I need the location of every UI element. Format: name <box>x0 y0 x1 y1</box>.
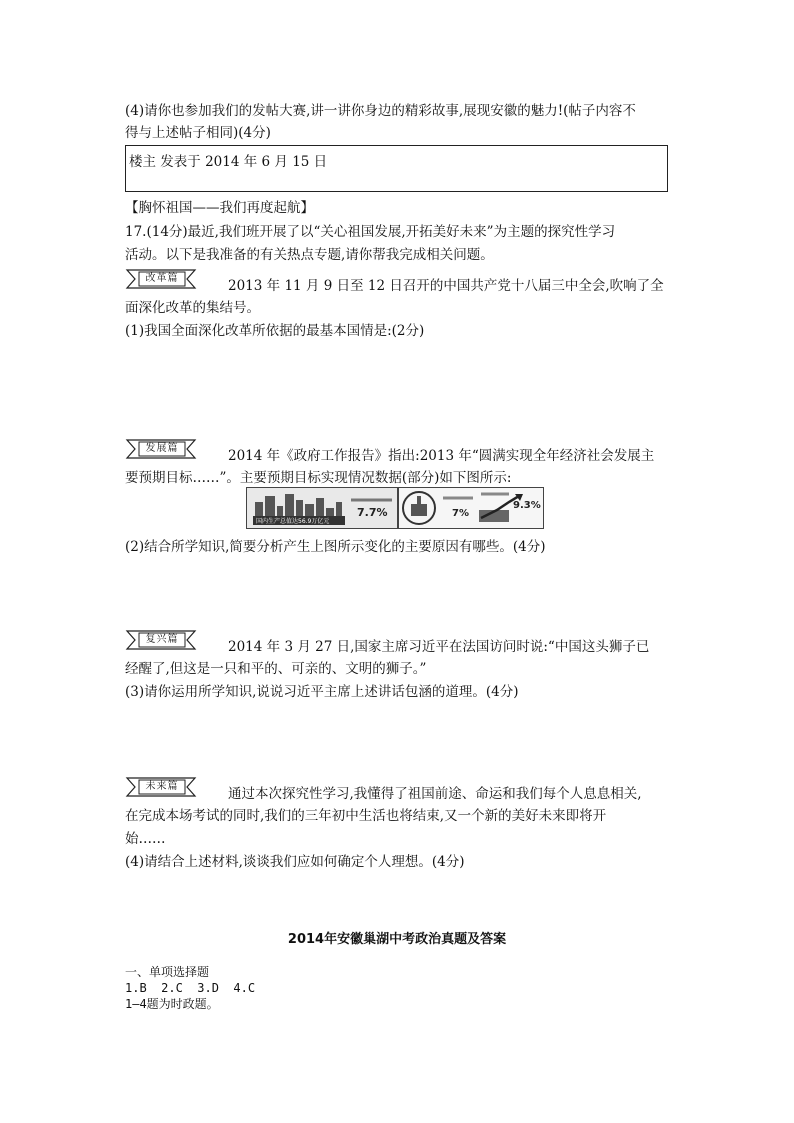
infographic-gdp-text: 国内生产总值达56.9万亿元 <box>256 518 330 525</box>
reform-question: (1)我国全面深化改革所依据的最基本国情是:(2分) <box>125 323 425 339</box>
revival-question: (3)请你运用所学知识,说说习近平主席上述讲话包涵的道理。(4分) <box>125 684 519 700</box>
answers-row1: 1.B 2.C 3.D 4.C <box>125 981 256 995</box>
ribbon-revival <box>125 629 197 651</box>
section-title: 【胸怀祖国——我们再度起航】 <box>125 200 314 216</box>
development-line1: 2014 年《政府工作报告》指出:2013 年“圆满实现全年经济社会发展主 <box>228 448 655 464</box>
answers-heading: 一、单项选择题 <box>125 965 210 979</box>
answers-title: 2014年安徽巢湖中考政治真题及答案 <box>287 932 507 947</box>
revival-line1: 2014 年 3 月 27 日,国家主席习近平在法国访问时说:“中国这头狮子已 <box>228 639 650 655</box>
ribbon-development-label: 发展篇 <box>145 443 179 454</box>
post-header: 楼主 发表于 2014 年 6 月 15 日 <box>129 154 328 170</box>
ribbon-development <box>125 438 197 460</box>
answers-note: 1—4题为时政题。 <box>125 997 219 1011</box>
development-line2: 要预期目标……”。主要预期目标实现情况数据(部分)如下图所示: <box>125 470 512 486</box>
q16-4-line1: (4)请你也参加我们的发帖大赛,讲一讲你身边的精彩故事,展现安徽的魅力!(帖子内容不 <box>125 103 636 119</box>
ribbon-reform <box>125 268 197 290</box>
q16-4-line2: 得与上述帖子相同)(4分) <box>125 125 271 141</box>
post-box <box>125 145 668 192</box>
ribbon-reform-label: 改革篇 <box>145 273 179 284</box>
reform-line1: 2013 年 11 月 9 日至 12 日召开的中国共产党十八届三中全会,吹响了全 <box>228 278 664 294</box>
q17-line1: 17.(14分)最近,我们班开展了以“关心祖国发展,开拓美好未来”为主题的探究性学习 <box>125 224 616 240</box>
infographic-drawing <box>247 488 543 528</box>
future-question: (4)请结合上述材料,谈谈我们应如何确定个人理想。(4分) <box>125 854 465 870</box>
future-line3: 始…… <box>125 831 166 847</box>
future-line2: 在完成本场考试的同时,我们的三年初中生活也将结束,又一个新的美好未来即将开 <box>125 808 607 824</box>
infographic-growth-rate: 7.7% <box>357 506 388 519</box>
development-question: (2)结合所学知识,简要分析产生上图所示变化的主要原因有哪些。(4分) <box>125 539 546 555</box>
ribbon-future-label: 未来篇 <box>145 781 179 792</box>
infographic-right-rate: 9.3% <box>513 500 541 511</box>
economic-infographic <box>246 487 544 529</box>
ribbon-future <box>125 776 197 798</box>
reform-line2: 面深化改革的集结号。 <box>125 300 260 316</box>
revival-line2: 经醒了,但这是一只和平的、可亲的、文明的狮子。” <box>125 661 427 677</box>
future-line1: 通过本次探究性学习,我懂得了祖国前途、命运和我们每个人息息相关, <box>228 786 642 802</box>
q17-line2: 活动。以下是我准备的有关热点专题,请你帮我完成相关问题。 <box>125 247 494 263</box>
ribbon-revival-label: 复兴篇 <box>145 634 179 645</box>
infographic-mid-rate: 7% <box>452 508 469 519</box>
